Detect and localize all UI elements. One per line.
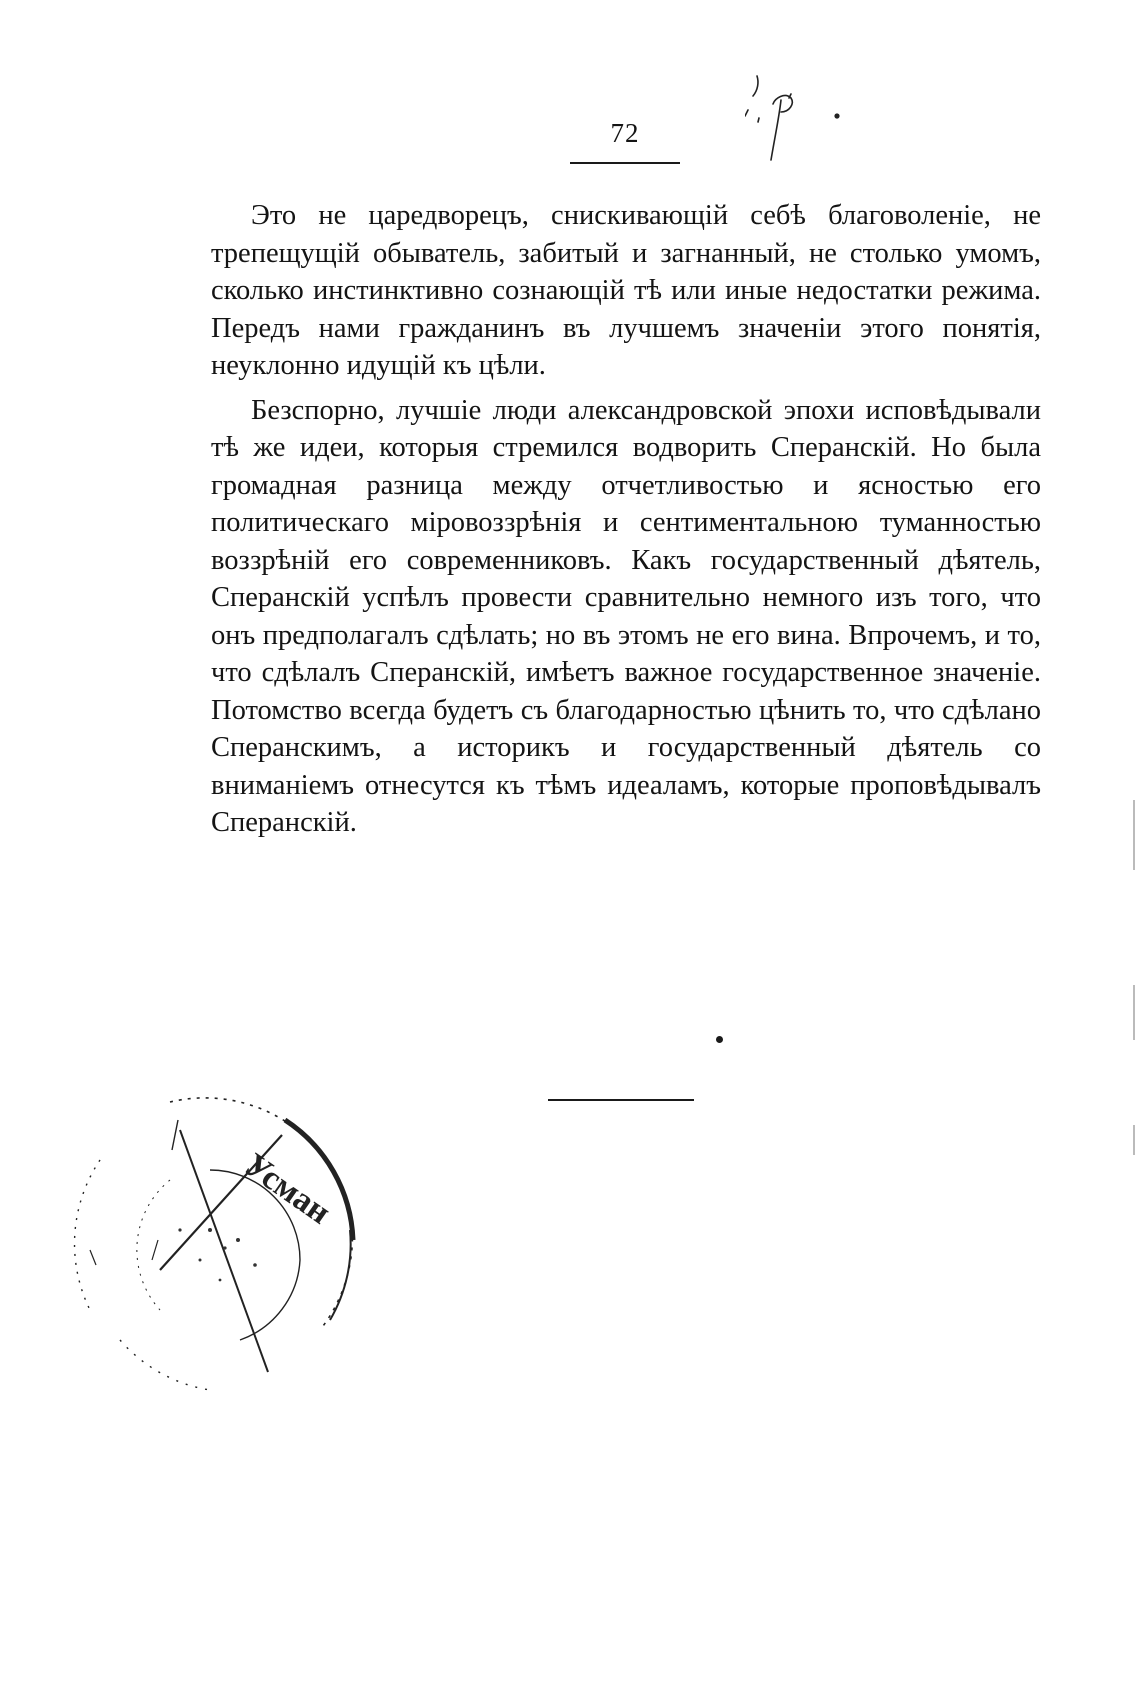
end-rule xyxy=(548,1099,694,1101)
page-number-rule xyxy=(570,162,680,164)
scan-edge-mark xyxy=(1133,800,1135,870)
body-text xyxy=(211,197,1041,849)
page-number: 72 xyxy=(610,118,640,148)
ink-dot xyxy=(716,1036,723,1043)
scan-edge-mark xyxy=(1133,985,1135,1040)
library-stamp xyxy=(60,1090,380,1410)
paragraph: Это не царедворецъ, снискивающій себѣ благоволеніе, не трепещущій обыватель, забитый и загнанный, не столько умомъ, сколько инстинктивно сознающій тѣ или иные недостатки режима. Передъ нами гражданинъ въ лучшемъ значеніи этого понятія, неуклонно идущій къ цѣли. xyxy=(211,200,1041,381)
stamp-text: Усман xyxy=(237,1146,338,1232)
scan-edge-mark xyxy=(1133,1125,1135,1155)
handwritten-mark xyxy=(745,70,855,175)
paragraph: Безспорно, лучшіе люди александровской эпохи исповѣдывали тѣ же идеи, которыя стремился водворить Сперанскій. Но была громадная разница между отчетливостью и ясностью его политическаго міровоззрѣнія и сентиментальною туманностью воззрѣній его современниковъ. Какъ государственный дѣятель, Сперанскій успѣлъ провести сравнительно немного изъ того, что онъ предполагалъ сдѣлать; но въ этомъ не его вина. Впрочемъ, и то, что сдѣлалъ Сперанскій, имѣетъ важное государственное значеніе. Потомство всегда будетъ съ благодарностью цѣнить то, что сдѣлано Сперанскимъ, а историкъ и государственный дѣятель со вниманіемъ отнесутся къ тѣмъ идеаламъ, которые проповѣдывалъ Сперанскій. xyxy=(211,394,1041,838)
